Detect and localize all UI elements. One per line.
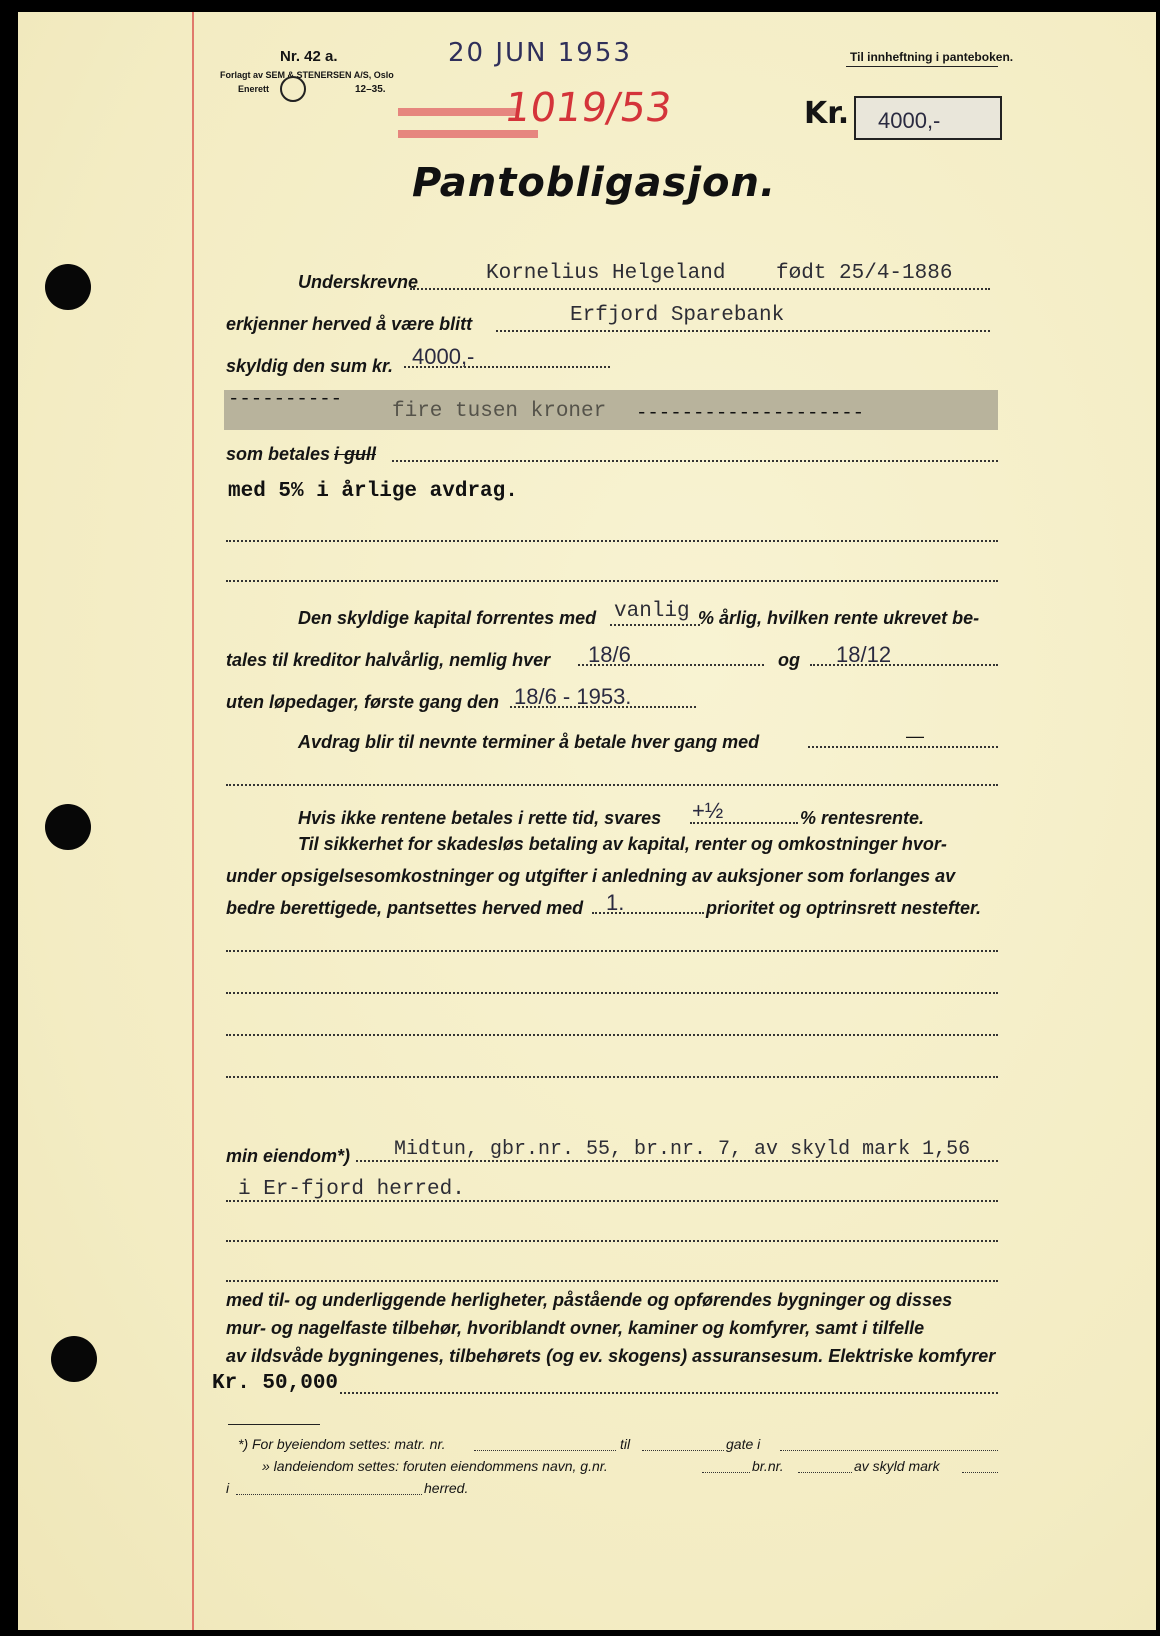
blank-line — [226, 784, 998, 786]
kr-amount: 4000,- — [878, 108, 941, 133]
margin-line — [192, 12, 194, 1630]
footnote-dots — [702, 1472, 750, 1473]
property-label: min eiendom*) — [226, 1146, 351, 1166]
form-number: Nr. 42 a. — [280, 48, 338, 65]
creditor-name: Erfjord Sparebank — [570, 304, 785, 327]
blank-line — [226, 540, 998, 542]
punch-hole — [51, 1336, 97, 1382]
avdrag-line — [808, 746, 998, 748]
payment-label: som betales — [226, 444, 331, 464]
interest-date-2: 18/12 — [836, 642, 892, 667]
payment-struck-text: i gull — [334, 444, 376, 464]
footnote-dots — [236, 1494, 422, 1495]
footnote-herred: herred. — [424, 1480, 469, 1496]
late-interest-value: +½ — [692, 798, 724, 823]
interest-line-1: Den skyldige kapital forrentes med — [298, 608, 597, 628]
footnote-skyld: av skyld mark — [854, 1458, 940, 1474]
creditor-line — [496, 330, 990, 332]
red-stamp — [398, 130, 538, 138]
interest-line-1-end: % årlig, hvilken rente ukrevet be- — [698, 608, 980, 628]
footnote-dots — [962, 1472, 998, 1473]
interest-line-3: uten løpedager, første gang den — [226, 692, 500, 712]
note-underline — [846, 66, 998, 67]
late-interest-end: % rentesrente. — [800, 808, 925, 828]
undersigned-name: Kornelius Helgeland — [486, 262, 726, 285]
blank-line — [226, 1076, 998, 1078]
interest-rate: vanlig — [614, 600, 690, 623]
footnote-line-2: » landeiendom settes: foruten eiendommens navn, g.nr. — [262, 1458, 608, 1474]
sum-label: skyldig den sum kr. — [226, 356, 394, 376]
sum-words: fire tusen kroner — [392, 400, 607, 423]
security-line-3: bedre berettigede, pantsettes herved med — [226, 898, 584, 918]
eneret-label: Enerett — [238, 84, 270, 94]
og-label: og — [778, 650, 800, 670]
payment-line — [392, 460, 998, 462]
blank-line — [226, 1240, 998, 1242]
interest-line-2: tales til kreditor halvårlig, nemlig hver — [226, 650, 551, 670]
punch-hole — [45, 264, 91, 310]
interest-date-1: 18/6 — [588, 642, 631, 667]
footnote-line-1: *) For byeiendom settes: matr. nr. — [238, 1436, 446, 1452]
clause-line-3: av ildsvåde bygningenes, tilbehørets (og ev. skogens) assuransesum. Elektriske komfyrer — [226, 1346, 996, 1366]
footnote-divider — [228, 1424, 320, 1425]
sum-dashes-right: -------------------- — [636, 402, 865, 424]
property-description: Midtun, gbr.nr. 55, br.nr. 7, av skyld mark 1,56 — [394, 1138, 971, 1161]
creditor-label: erkjenner herved å være blitt — [226, 314, 473, 334]
payment-terms: med 5% i årlige avdrag. — [228, 480, 518, 503]
undersigned-line — [410, 288, 990, 290]
form-date: 12–35. — [355, 84, 386, 95]
red-stamp — [398, 108, 518, 116]
page-title: Pantobligasjon. — [412, 160, 777, 206]
footnote-line-3: i — [226, 1480, 230, 1496]
interest-rate-line — [610, 624, 700, 626]
sum-value: 4000,- — [412, 344, 475, 369]
priority-value: 1. — [606, 890, 625, 915]
first-payment-date: 18/6 - 1953. — [514, 684, 632, 709]
property-herred: i Er-fjord herred. — [238, 1178, 465, 1201]
footnote-dots — [642, 1450, 724, 1451]
footnote-gate: gate i — [726, 1436, 761, 1452]
date-stamp: 20 JUN 1953 — [448, 38, 632, 68]
security-line-3-end: prioritet og optrinsrett nestefter. — [706, 898, 982, 918]
register-number: 1019/53 — [501, 85, 675, 131]
footnote-dots — [780, 1450, 998, 1451]
avdrag-value: — — [906, 726, 924, 746]
footnote-dots — [474, 1450, 616, 1451]
late-interest-text: Hvis ikke rentene betales i rette tid, svares — [298, 808, 662, 828]
footnote-til: til — [620, 1436, 631, 1452]
security-line-1: Til sikkerhet for skadesløs betaling av kapital, renter og omkostninger hvor- — [298, 834, 947, 854]
blank-line — [226, 1280, 998, 1282]
avdrag-text: Avdrag blir til nevnte terminer å betale hver gang med — [298, 732, 760, 752]
publisher-line: Forlagt av SEM & STENERSEN A/S, Oslo — [220, 70, 394, 80]
tinglysing-note: Til innheftning i panteboken. — [850, 50, 1014, 64]
security-line-2: under opsigelsesomkostninger og utgifter i anledning av auksjoner som forlanges av — [226, 866, 956, 886]
kr-label: Kr. — [804, 96, 850, 131]
punch-hole — [45, 804, 91, 850]
insurance-sum: Kr. 50,000 — [212, 1372, 339, 1395]
undersigned-label: Underskrevne — [298, 272, 419, 292]
publisher-logo-icon — [280, 76, 306, 102]
blank-line — [226, 1034, 998, 1036]
sum-dashes-left: ---------- — [228, 388, 343, 410]
insurance-line — [340, 1392, 998, 1394]
blank-line — [226, 992, 998, 994]
blank-line — [226, 580, 998, 582]
clause-line-1: med til- og underliggende herligheter, påstående og opførendes bygninger og disses — [226, 1290, 953, 1310]
footnote-brnr: br.nr. — [752, 1458, 784, 1474]
clause-line-2: mur- og nagelfaste tilbehør, hvoriblandt ovner, kaminer og komfyrer, samt i tilfelle — [226, 1318, 925, 1338]
birth-date: født 25/4-1886 — [776, 262, 953, 285]
footnote-dots — [798, 1472, 852, 1473]
blank-line — [226, 950, 998, 952]
